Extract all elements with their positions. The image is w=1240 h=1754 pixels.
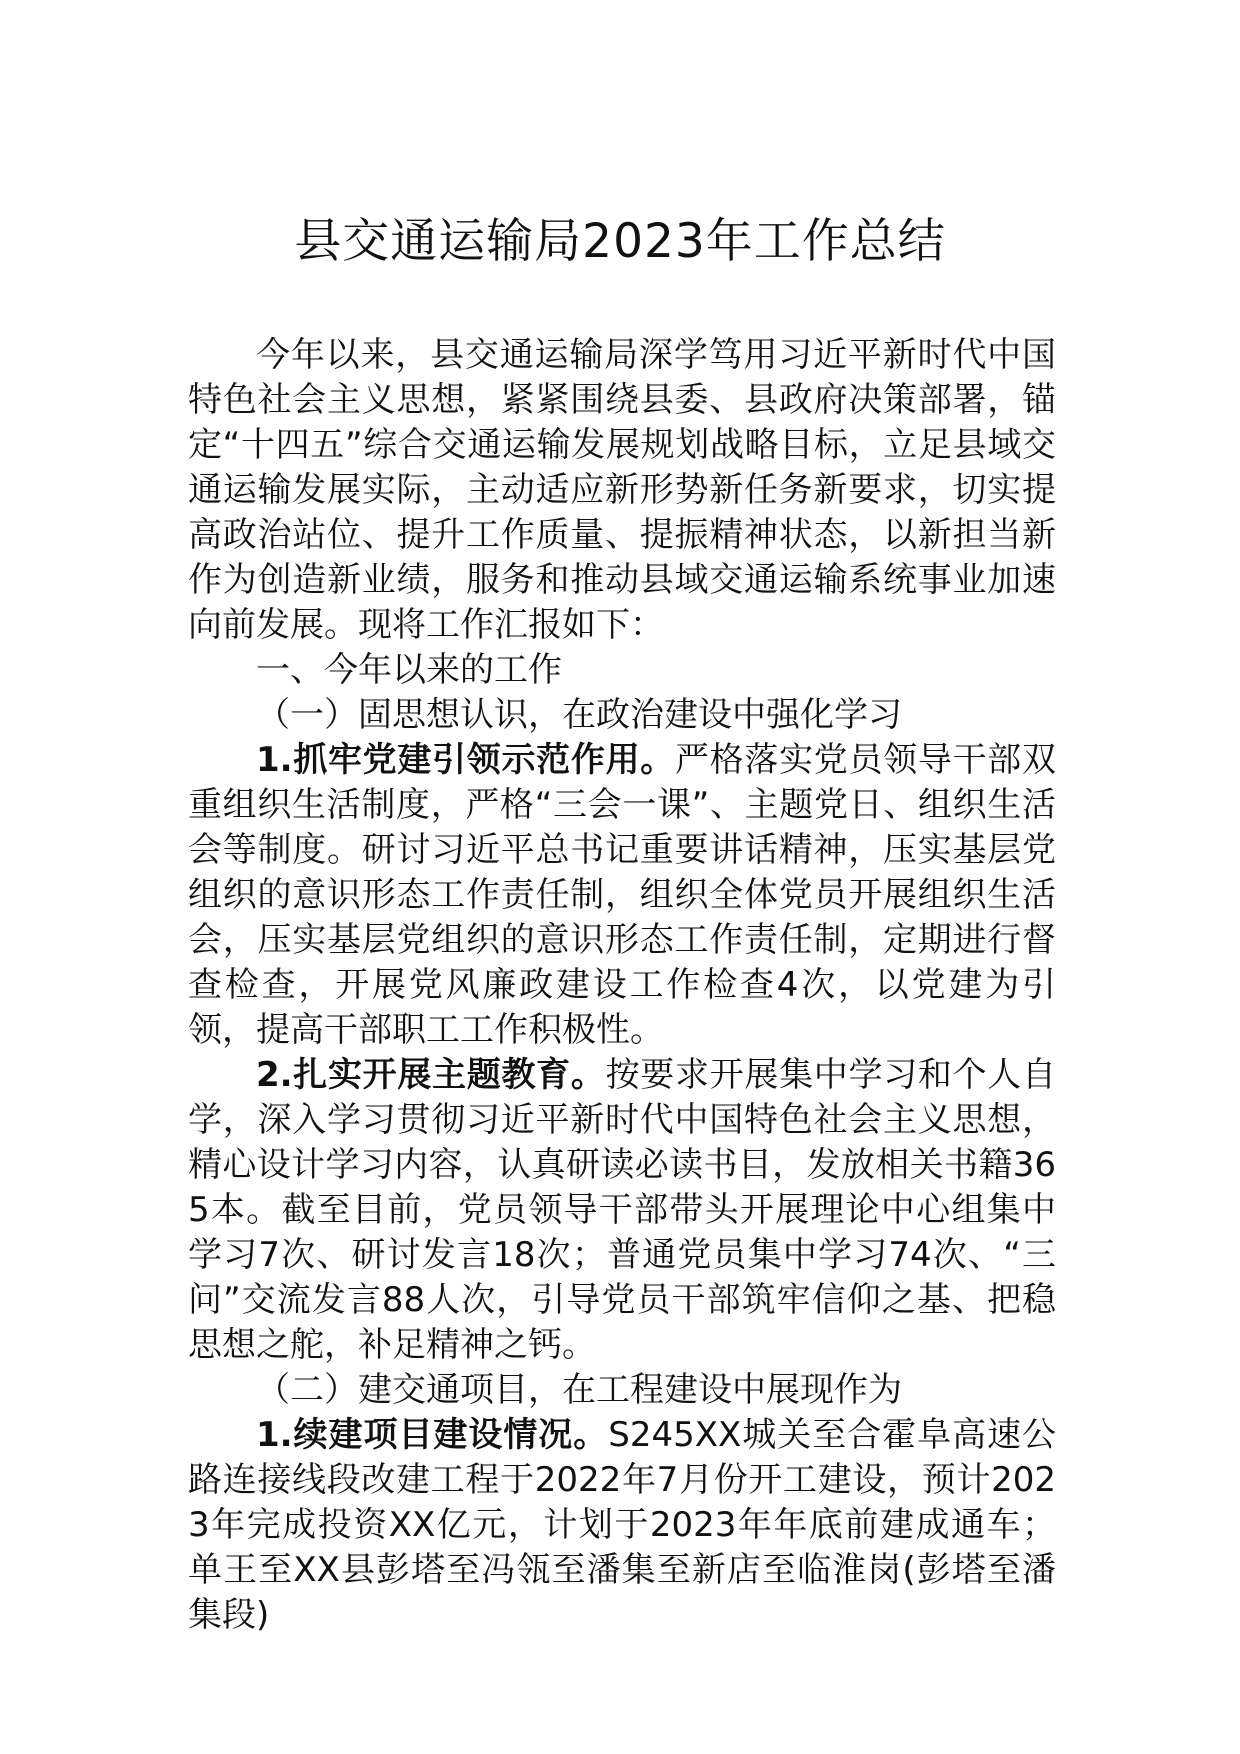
intro-paragraph: 今年以来，县交通运输局深学笃用习近平新时代中国特色社会主义思想，紧紧围绕县委、县政府决策部署，锚定“十四五”综合交通运输发展规划战略目标，立足县域交通运输发展实际，主动适应新形势新任务新要求，切实提高政治站位、提升工作质量、提振精神状态，以新担当新作为创造新业绩，服务和推动县域交通运输系统事业加速向前发展。现将工作汇报如下： (188, 335, 1056, 645)
item-lead-3: 1.续建项目建设情况。 (256, 1415, 609, 1455)
item-paragraph-2 (188, 1053, 1056, 1368)
subsection-heading-2: （二）建交通项目，在工程建设中展现作为 (256, 1370, 902, 1410)
item-lead-2: 2.扎实开展主题教育。 (256, 1055, 606, 1095)
item-text-2: 按要求开展集中学习和个人自学，深入学习贯彻习近平新时代中国特色社会主义思想，精心设计学习内容，认真研读必读书目，发放相关书籍365本。截至目前，党员领导干部带头开展理论中心组集中学习7次、研讨发言18次；普通党员集中学习74次、“三问”交流发言88人次，引导党员干部筑牢信仰之基、把稳思想之舵，补足精神之钙。 (188, 1055, 1057, 1365)
item-text-1: 严格落实党员领导干部双重组织生活制度，严格“三会一课”、主题党日、组织生活会等制度。研讨习近平总书记重要讲话精神，压实基层党组织的意识形态工作责任制，组织全体党员开展组织生活会，压实基层党组织的意识形态工作责任制，定期进行督查检查，开展党风廉政建设工作检查4次，以党建为引领，提高干部职工工作积极性。 (188, 740, 1056, 1050)
item-lead-1: 1.抓牢党建引领示范作用。 (256, 740, 675, 780)
document-body (188, 333, 1056, 1638)
section-heading: 一、今年以来的工作 (256, 650, 562, 690)
item-paragraph-1 (188, 738, 1056, 1053)
item-paragraph-3 (188, 1413, 1056, 1638)
item-text-3: S245XX城关至合霍阜高速公路连接线段改建工程于2022年7月份开工建设，预计2023年完成投资XX亿元，计划于2023年年底前建成通车；单王至XX县彭塔至冯瓴至潘集至新店至临淮岗(彭塔至潘集段) (188, 1415, 1057, 1635)
document-title: 县交通运输局2023年工作总结 (294, 214, 946, 269)
subsection-heading-1: （一）固思想认识，在政治建设中强化学习 (256, 695, 902, 735)
